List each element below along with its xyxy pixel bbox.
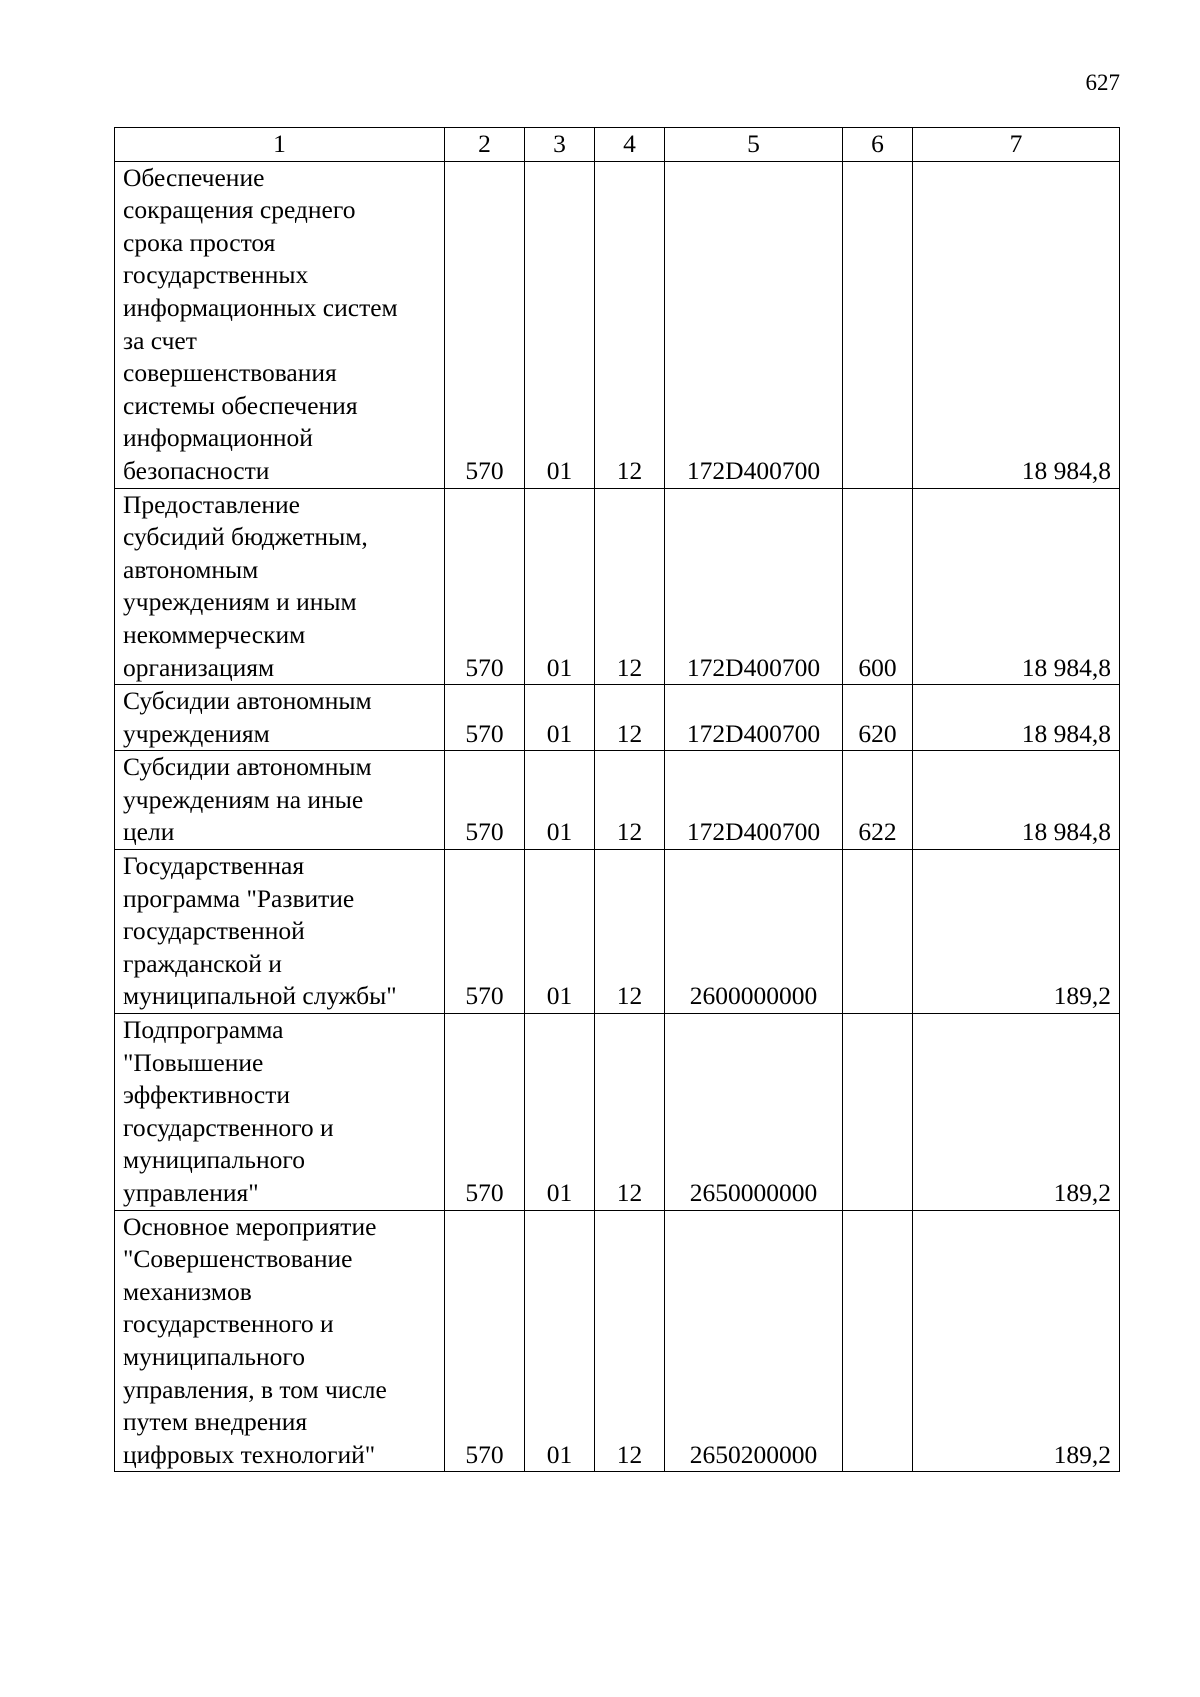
row-col-3: 01 [525,850,595,1014]
row-col-5: 172D400700 [665,751,843,850]
header-col-5: 5 [665,128,843,162]
row-sum-cell: 18 984,8 [913,685,1120,751]
row-col-4: 12 [595,751,665,850]
row-name-cell: Субсидии автономным учреждениям на иные цели [115,751,445,850]
row-col-6 [843,1210,913,1472]
table-row [115,751,1120,850]
row-col-6: 600 [843,488,913,685]
table-row [115,488,1120,685]
row-col-2: 570 [445,161,525,488]
row-name-cell: Обеспечение сокращения среднего срока простоя государственных информационных систем за счет совершенствования системы обеспечения информационной безопасности [115,161,445,488]
row-sum-cell: 189,2 [913,1014,1120,1211]
row-col-3: 01 [525,1210,595,1472]
row-name-cell: Предоставление субсидий бюджетным, автономным учреждениям и иным некоммерческим организациям [115,488,445,685]
row-col-5: 2650200000 [665,1210,843,1472]
table-row [115,850,1120,1014]
row-col-3: 01 [525,1014,595,1211]
row-col-5: 172D400700 [665,685,843,751]
table-row [115,685,1120,751]
row-col-3: 01 [525,751,595,850]
header-col-7: 7 [913,128,1120,162]
header-col-1: 1 [115,128,445,162]
row-col-2: 570 [445,488,525,685]
table-row [115,161,1120,488]
row-col-6: 620 [843,685,913,751]
row-sum-cell: 18 984,8 [913,751,1120,850]
row-col-3: 01 [525,161,595,488]
row-sum-cell: 189,2 [913,1210,1120,1472]
row-col-6 [843,1014,913,1211]
row-col-2: 570 [445,1014,525,1211]
header-col-6: 6 [843,128,913,162]
row-col-4: 12 [595,488,665,685]
row-sum-cell: 18 984,8 [913,161,1120,488]
row-col-5: 2650000000 [665,1014,843,1211]
budget-table [114,127,1120,1472]
row-sum-cell: 189,2 [913,850,1120,1014]
table-header-row [115,128,1120,162]
header-col-2: 2 [445,128,525,162]
row-name-cell: Основное мероприятие "Совершенствование механизмов государственного и муниципального управления, в том числе путем внедрения цифровых технологий" [115,1210,445,1472]
table-row [115,1014,1120,1211]
row-col-2: 570 [445,685,525,751]
row-name-cell: Подпрограмма "Повышение эффективности государственного и муниципального управления" [115,1014,445,1211]
row-col-4: 12 [595,685,665,751]
row-col-6 [843,161,913,488]
row-col-2: 570 [445,1210,525,1472]
header-col-4: 4 [595,128,665,162]
row-col-5: 172D400700 [665,161,843,488]
row-col-2: 570 [445,850,525,1014]
row-col-4: 12 [595,850,665,1014]
row-col-4: 12 [595,1014,665,1211]
row-col-2: 570 [445,751,525,850]
row-col-3: 01 [525,685,595,751]
row-col-6: 622 [843,751,913,850]
row-col-5: 172D400700 [665,488,843,685]
row-sum-cell: 18 984,8 [913,488,1120,685]
row-col-5: 2600000000 [665,850,843,1014]
header-col-3: 3 [525,128,595,162]
row-col-3: 01 [525,488,595,685]
row-col-4: 12 [595,161,665,488]
row-name-cell: Государственная программа "Развитие государственной гражданской и муниципальной службы" [115,850,445,1014]
row-name-cell: Субсидии автономным учреждениям [115,685,445,751]
row-col-6 [843,850,913,1014]
page-number: 627 [1085,70,1120,95]
row-col-4: 12 [595,1210,665,1472]
table-row [115,1210,1120,1472]
